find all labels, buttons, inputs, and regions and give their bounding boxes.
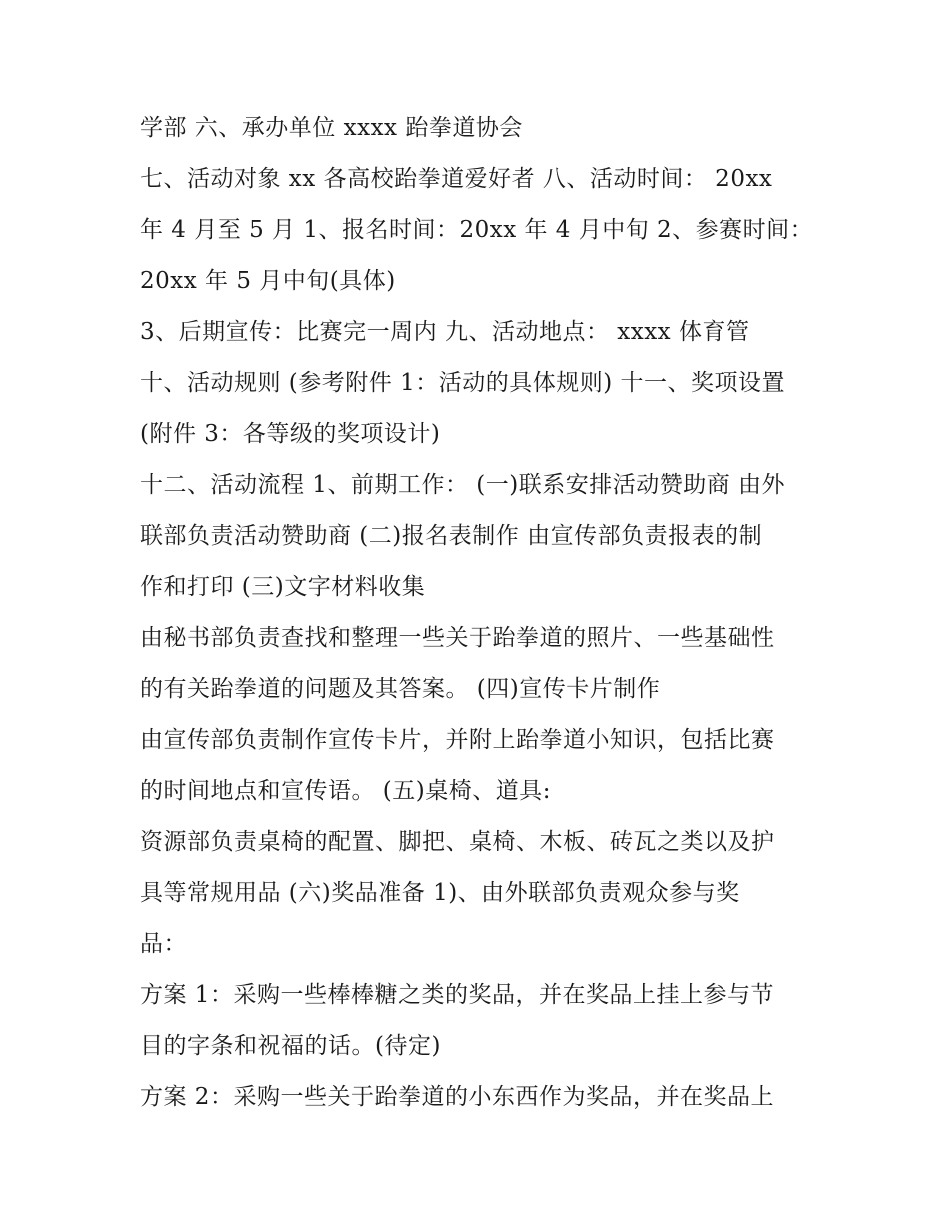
text-line: 十二、活动流程 1、前期工作： (一)联系安排活动赞助商 由外	[140, 472, 786, 498]
text-line: (附件 3：各等级的奖项设计)	[140, 421, 441, 447]
text-line: 品：	[140, 931, 187, 957]
text-line: 资源部负责桌椅的配置、脚把、桌椅、木板、砖瓦之类以及护	[140, 829, 775, 855]
text-line: 年 4 月至 5 月 1、报名时间：20xx 年 4 月中旬 2、参赛时间：	[140, 217, 814, 243]
text-line: 由宣传部负责制作宣传卡片，并附上跆拳道小知识，包括比赛	[140, 727, 775, 753]
text-line: 3、后期宣传：比赛完一周内 九、活动地点： xxxx 体育管	[140, 319, 750, 345]
text-line: 十、活动规则 (参考附件 1：活动的具体规则) 十一、奖项设置	[140, 370, 786, 396]
text-line: 20xx 年 5 月中旬(具体)	[140, 268, 396, 294]
text-line: 的时间地点和宣传语。 (五)桌椅、道具:	[140, 778, 552, 804]
text-line: 由秘书部负责查找和整理一些关于跆拳道的照片、一些基础性	[140, 625, 775, 651]
text-line: 七、活动对象 xx 各高校跆拳道爱好者 八、活动时间： 20xx	[140, 166, 773, 192]
text-line: 联部负责活动赞助商 (二)报名表制作 由宣传部负责报表的制	[140, 523, 763, 549]
text-line: 学部 六、承办单位 xxxx 跆拳道协会	[140, 115, 523, 141]
text-line: 作和打印 (三)文字材料收集	[140, 574, 426, 600]
text-line: 目的字条和祝福的话。(待定)	[140, 1033, 441, 1059]
text-line: 方案 2：采购一些关于跆拳道的小东西作为奖品，并在奖品上	[140, 1084, 774, 1110]
text-line: 方案 1：采购一些棒棒糖之类的奖品，并在奖品上挂上参与节	[140, 982, 774, 1008]
text-line: 的有关跆拳道的问题及其答案。 (四)宣传卡片制作	[140, 676, 661, 702]
text-line: 具等常规用品 (六)奖品准备 1)、由外联部负责观众参与奖	[140, 880, 740, 906]
